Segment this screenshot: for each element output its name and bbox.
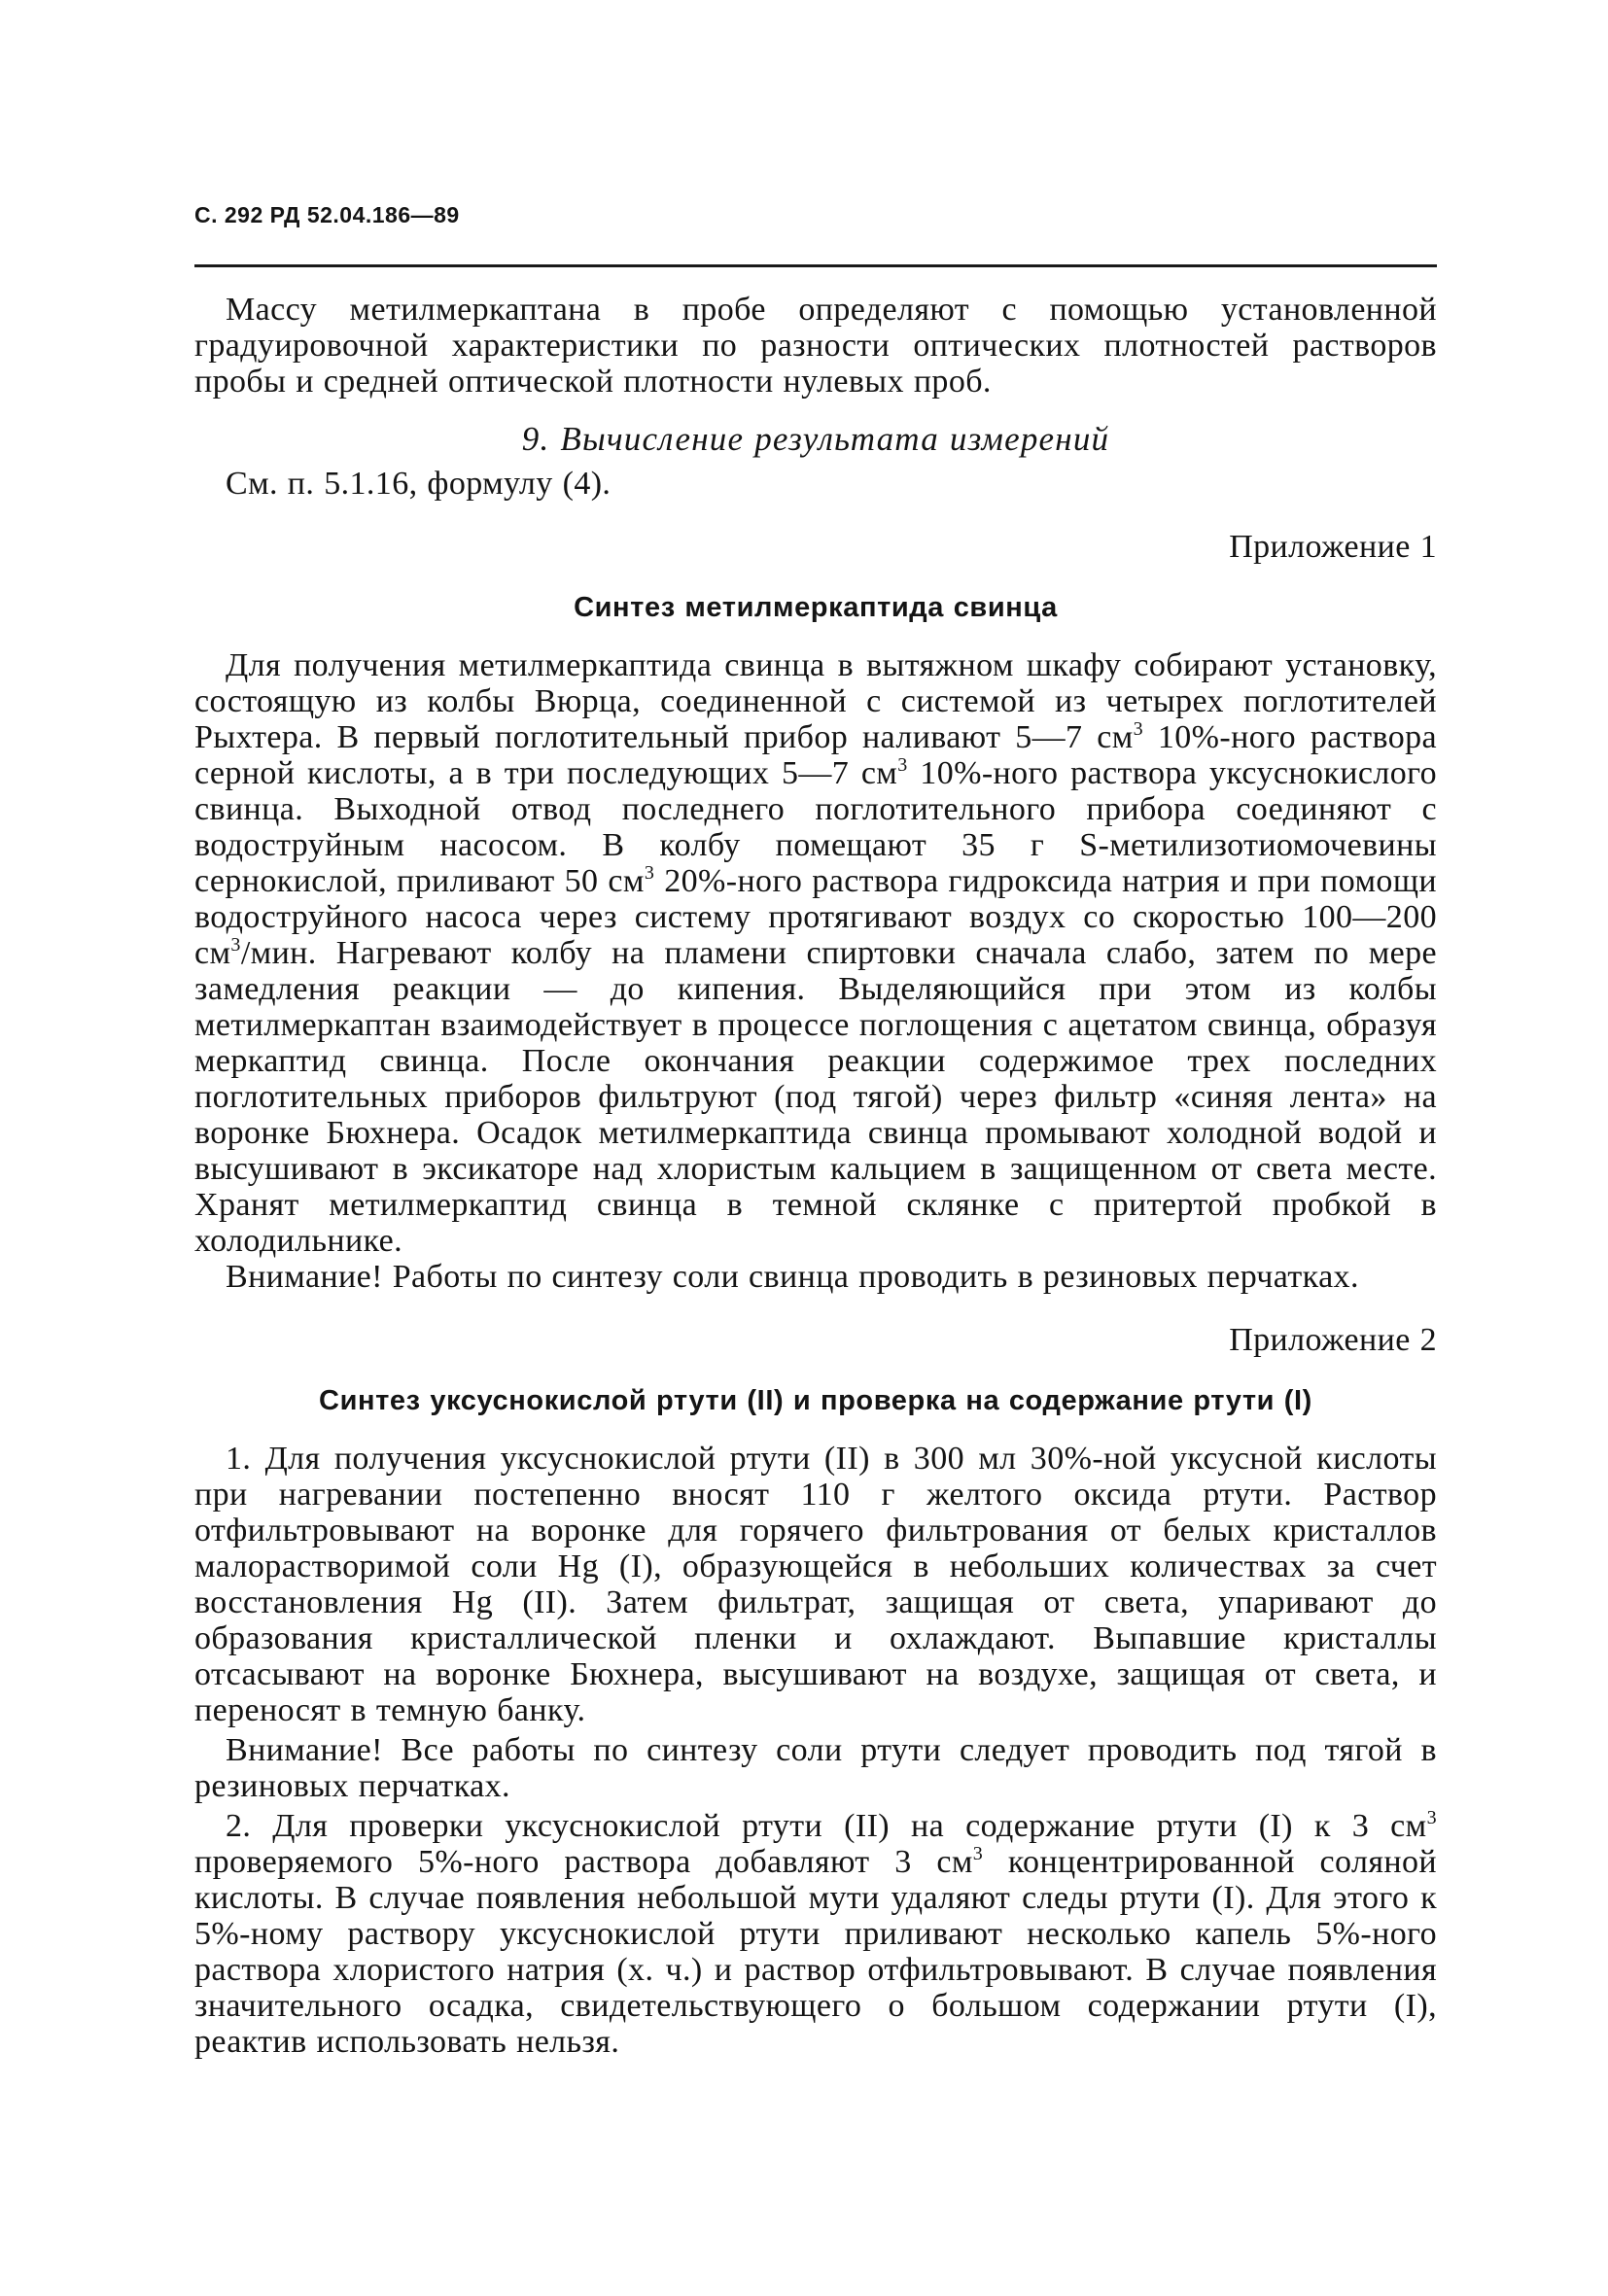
appendix1-paragraph xyxy=(194,647,1437,1259)
appendix1-title: Синтез метилмеркаптида свинца xyxy=(574,592,1058,623)
appendix2-paragraph2 xyxy=(194,1808,1437,2060)
section9-reference: См. п. 5.1.16, формулу (4). xyxy=(226,466,612,502)
appendix1-text-part5: /мин. Нагревают колбу на пламени спиртовки сначала слабо, затем по мере замедления реакции — до кипения. Выделяющийся при этом из колбы метилмеркаптан взаимодействует в процессе поглощения с ацетатом свинца, образуя меркаптид свинца. После окончания реакции содержимое трех последних поглотительных приборов фильтруют (под тягой) через фильтр «синяя лента» на воронке Бюхнера. Осадок метилмеркаптида свинца промывают холодной водой и высушивают в эксикаторе над хлористым кальцием в защищенном от света месте. Хранят метилмеркаптид свинца в темной склянке с притертой пробкой в холодильнике. xyxy=(194,935,1437,1259)
cubic-exponent: 3 xyxy=(972,1843,984,1864)
appendix1-text-part3: 10%-ного раствора уксуснокислого свинца. Выходной отвод последнего поглотительного прибора соединяют с водоструйным насосом. В колбу помещают 35 г S-метилизотиомочевины сернокислой, приливают 50 см xyxy=(194,755,1438,899)
appendix2-title: Синтез уксуснокислой ртути (II) и проверка на содержание ртути (I) xyxy=(319,1385,1312,1416)
running-header: С. 292 РД 52.04.186—89 xyxy=(194,202,460,227)
appendix1-warning: Внимание! Работы по синтезу соли свинца проводить в резиновых перчатках. xyxy=(226,1259,1359,1295)
appendix1-text-part1: Для получения метилмеркаптида свинца в вытяжном шкафу собирают установку, состоящую из колбы Вюрца, соединенной с системой из четырех поглотителей Рыхтера. В первый поглотительный прибор наливают 5—7 см xyxy=(194,647,1437,755)
appendix2-text-part3: концентрированной соляной кислоты. В случае появления небольшой мути удаляют следы ртути (I). Для этого к 5%-ному раствору уксуснокислой ртути приливают несколько капель 5%-ного раствора хлористого натрия (х. ч.) и раствор отфильтровывают. В случае появления значительного осадка, свидетельствующего о большом содержании ртути (I), реактив использовать нельзя. xyxy=(194,1844,1437,2060)
appendix2-warning: Внимание! Все работы по синтезу соли ртути следует проводить под тягой в резиновых перчатках. xyxy=(194,1732,1437,1804)
appendix2-text-part2: проверяемого 5%-ного раствора добавляют 3 см xyxy=(194,1844,973,1880)
appendix2-paragraph1: 1. Для получения уксуснокислой ртути (II) в 300 мл 30%-ной уксусной кислоты при нагревании постепенно вносят 110 г желтого оксида ртути. Раствор отфильтровывают на воронке для горячего фильтрования от белых кристаллов малорастворимой соли Hg (I), образующейся в небольших количествах за счет восстановления Hg (II). Затем фильтрат, защищая от света, упаривают до образования кристаллической пленки и охлаждают. Выпавшие кристаллы отсасывают на воронке Бюхнера, высушивают на воздухе, защищая от света, и переносят в темную банку. xyxy=(194,1441,1437,1728)
cubic-exponent: 3 xyxy=(644,862,655,884)
section8-paragraph: Массу метилмеркаптана в пробе определяют с помощью установленной градуировочной характеристики по разности оптических плотностей растворов пробы и средней оптической плотности нулевых проб. xyxy=(194,292,1437,400)
appendix1-text-part4: 20%-ного раствора гидроксида натрия и при помощи водоструйного насоса через систему протягивают воздух со скоростью 100—200 см xyxy=(194,863,1437,971)
cubic-exponent: 3 xyxy=(1133,718,1144,740)
appendix1-text-part2: 10%-ного раствора серной кислоты, а в три последующих 5—7 см xyxy=(194,719,1437,791)
cubic-exponent: 3 xyxy=(230,934,241,956)
cubic-exponent: 3 xyxy=(1426,1807,1437,1828)
appendix2-text-part1: 2. Для проверки уксуснокислой ртути (II) на содержание ртути (I) к 3 см xyxy=(226,1808,1427,1844)
section9-title: 9. Вычисление результата измерений xyxy=(521,420,1110,458)
appendix2-label: Приложение 2 xyxy=(1229,1322,1437,1358)
appendix1-label: Приложение 1 xyxy=(1229,529,1437,565)
header-rule xyxy=(194,264,1437,267)
cubic-exponent: 3 xyxy=(897,754,908,776)
page-content xyxy=(194,292,1437,2060)
